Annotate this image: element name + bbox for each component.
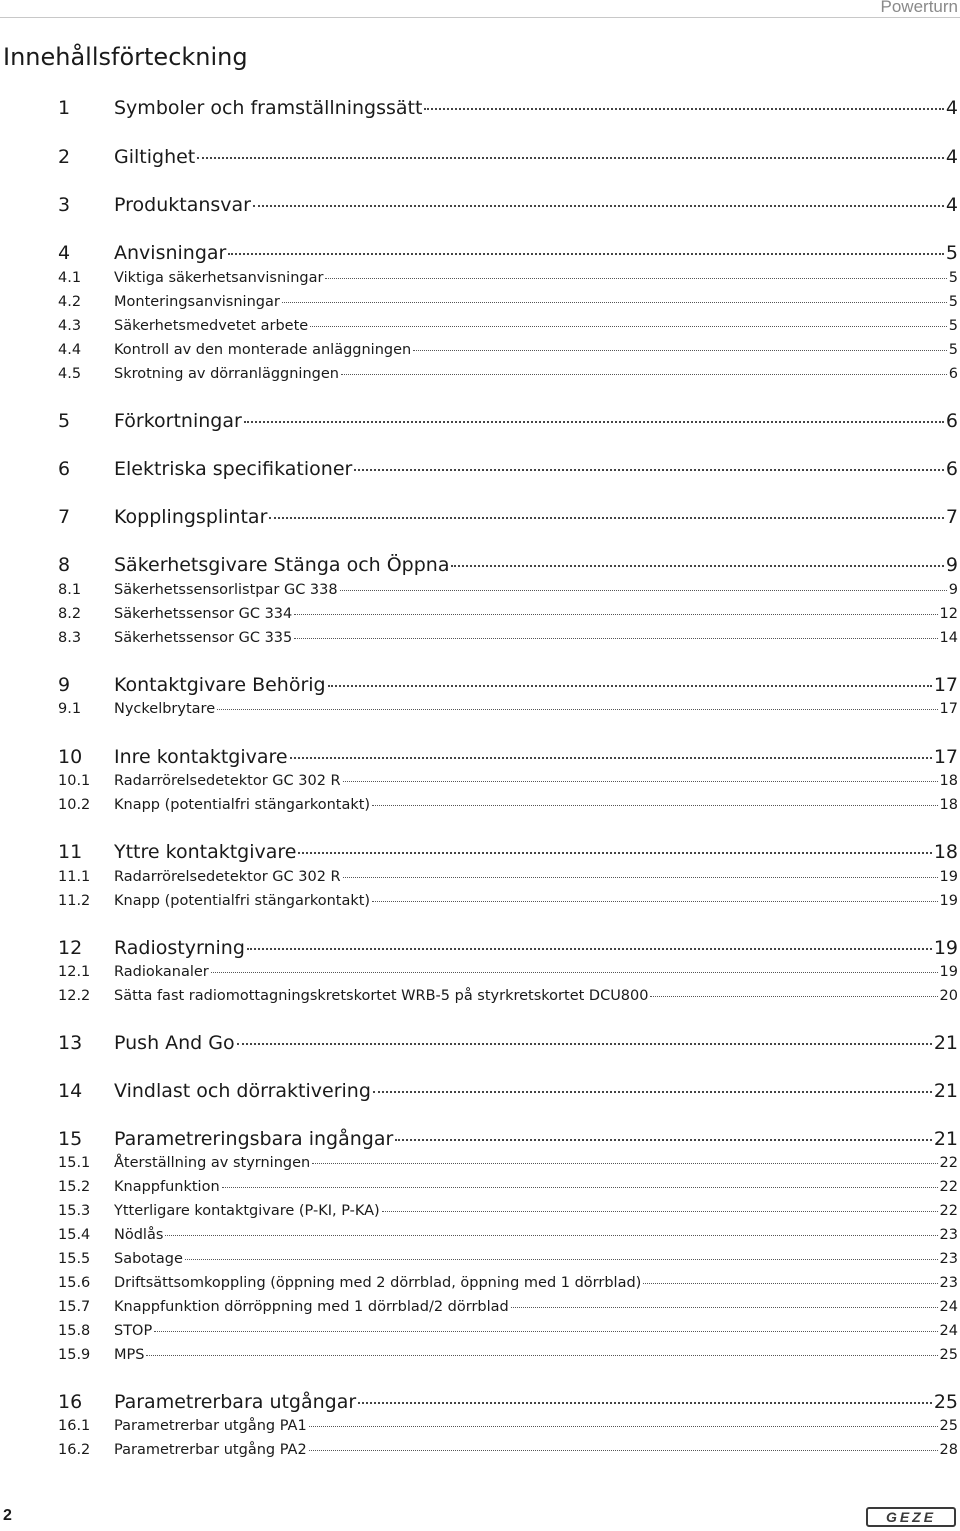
toc-entry-number: 15.9 — [58, 1347, 91, 1363]
toc-leader-dots — [217, 709, 937, 710]
toc-entry-number: 12.1 — [58, 964, 91, 980]
toc-leader-dots — [413, 350, 947, 351]
toc-entry-title: Monteringsanvisningar — [114, 294, 280, 310]
toc-entry-page: 9 — [948, 582, 958, 598]
toc-entry-number: 4.1 — [58, 270, 82, 286]
toc-leader-dots — [244, 421, 944, 423]
toc-leader-dots — [372, 805, 937, 806]
toc-entry-number: 15.5 — [58, 1251, 91, 1267]
toc-entry-number: 7 — [58, 506, 71, 528]
toc-entry-number: 8.3 — [58, 630, 82, 646]
toc-entry-title: Knappfunktion — [114, 1179, 220, 1195]
toc-entry-number: 12.2 — [58, 988, 91, 1004]
toc-leader-dots — [309, 1450, 938, 1451]
toc-entry-title: Förkortningar — [114, 410, 242, 432]
toc-leader-dots — [294, 614, 937, 615]
toc-entry-title: Nyckelbrytare — [114, 701, 216, 717]
toc-entry-number: 4.5 — [58, 366, 82, 382]
toc-entry-title: Parametrerbara utgångar — [114, 1391, 357, 1413]
toc-entry-page: 5 — [948, 270, 958, 286]
toc-leader-dots — [343, 781, 938, 782]
toc-entry-page: 21 — [933, 1128, 958, 1150]
toc-entry-title: Parametrerbar utgång PA2 — [114, 1442, 307, 1458]
toc-entry-number: 10.2 — [58, 797, 91, 813]
geze-logo — [866, 1507, 956, 1527]
toc-entry-title: Kontroll av den monterade anläggningen — [114, 342, 412, 358]
toc-entry-page: 23 — [939, 1251, 958, 1267]
toc-entry-number: 15.1 — [58, 1155, 91, 1171]
toc-entry-title: Parametreringsbara ingångar — [114, 1128, 394, 1150]
toc-entry-title: Elektriska specifikationer — [114, 458, 353, 480]
toc-entry-number: 16.2 — [58, 1442, 91, 1458]
toc-leader-dots — [358, 1402, 932, 1404]
toc-entry-page: 14 — [939, 630, 958, 646]
header-divider — [0, 17, 960, 18]
toc-leader-dots — [328, 685, 932, 687]
toc-entry-title: Anvisningar — [114, 242, 227, 264]
toc-entry-page: 4 — [945, 97, 958, 119]
toc-entry-number: 8.2 — [58, 606, 82, 622]
toc-entry-page: 5 — [948, 318, 958, 334]
toc-entry-title: Ytterligare kontaktgivare (P-KI, P-KA) — [114, 1203, 380, 1219]
toc-entry-number: 13 — [58, 1032, 83, 1054]
toc-entry-page: 17 — [933, 746, 958, 768]
toc-leader-dots — [282, 302, 947, 303]
toc-entry-title: Radiokanaler — [114, 964, 209, 980]
toc-entry-page: 25 — [939, 1418, 958, 1434]
toc-entry-title: Radarrörelsedetektor GC 302 R — [114, 773, 341, 789]
toc-entry-page: 18 — [939, 797, 958, 813]
toc-entry-title: Radiostyrning — [114, 937, 245, 959]
toc-leader-dots — [354, 469, 944, 471]
toc-entry-number: 4 — [58, 242, 71, 264]
toc-leader-dots — [382, 1211, 938, 1212]
toc-entry-page: 23 — [939, 1275, 958, 1291]
toc-leader-dots — [341, 374, 947, 375]
toc-entry-title: Parametrerbar utgång PA1 — [114, 1418, 307, 1434]
toc-entry-title: Vindlast och dörraktivering — [114, 1080, 371, 1102]
toc-entry-number: 10 — [58, 746, 83, 768]
toc-leader-dots — [253, 205, 944, 207]
page-title: Innehållsförteckning — [3, 43, 248, 71]
toc-entry-page: 28 — [939, 1442, 958, 1458]
toc-entry-page: 4 — [945, 146, 958, 168]
toc-leader-dots — [211, 972, 938, 973]
toc-leader-dots — [222, 1187, 938, 1188]
toc-entry-number: 16.1 — [58, 1418, 91, 1434]
toc-entry-page: 21 — [933, 1080, 958, 1102]
toc-entry-page: 9 — [945, 554, 958, 576]
toc-leader-dots — [309, 1426, 938, 1427]
toc-entry-number: 15.4 — [58, 1227, 91, 1243]
toc-entry-number: 11.1 — [58, 869, 91, 885]
toc-entry-title: Säkerhetssensor GC 335 — [114, 630, 293, 646]
toc-leader-dots — [154, 1331, 937, 1332]
toc-entry-number: 12 — [58, 937, 83, 959]
toc-entry-title: Kontaktgivare Behörig — [114, 674, 326, 696]
toc-entry-number: 6 — [58, 458, 71, 480]
toc-leader-dots — [237, 1043, 932, 1045]
toc-entry-page: 19 — [939, 893, 958, 909]
toc-entry-page: 7 — [945, 506, 958, 528]
toc-entry-page: 17 — [939, 701, 958, 717]
toc-leader-dots — [643, 1283, 937, 1284]
toc-leader-dots — [298, 852, 931, 854]
toc-entry-title: Push And Go — [114, 1032, 235, 1054]
toc-leader-dots — [290, 757, 932, 759]
toc-entry-number: 15.2 — [58, 1179, 91, 1195]
toc-entry-title: STOP — [114, 1323, 153, 1339]
toc-entry-page: 5 — [948, 342, 958, 358]
toc-entry-title: Yttre kontaktgivare — [114, 841, 297, 863]
toc-entry-title: Knapp (potentialfri stängarkontakt) — [114, 797, 371, 813]
toc-entry-title: Säkerhetsgivare Stänga och Öppna — [114, 554, 450, 576]
toc-entry-number: 15.7 — [58, 1299, 91, 1315]
toc-leader-dots — [247, 948, 932, 950]
toc-leader-dots — [312, 1163, 937, 1164]
toc-entry-title: Symboler och framställningssätt — [114, 97, 423, 119]
toc-leader-dots — [165, 1235, 937, 1236]
header-brand: Powerturn — [880, 0, 958, 16]
toc-entry-page: 21 — [933, 1032, 958, 1054]
toc-entry-number: 15.3 — [58, 1203, 91, 1219]
page-number: 2 — [3, 1507, 12, 1524]
toc-entry-number: 16 — [58, 1391, 83, 1413]
toc-entry-title: Kopplingsplintar — [114, 506, 268, 528]
toc-entry-page: 5 — [948, 294, 958, 310]
toc-entry-title: Säkerhetssensorlistpar GC 338 — [114, 582, 338, 598]
toc-entry-title: Skrotning av dörranläggningen — [114, 366, 339, 382]
toc-leader-dots — [372, 901, 937, 902]
toc-entry-title: Sabotage — [114, 1251, 183, 1267]
toc-entry-title: Sätta fast radiomottagningskretskortet WRB-5 på styrkretskortet DCU800 — [114, 988, 649, 1004]
toc-entry-title: MPS — [114, 1347, 145, 1363]
toc-entry-number: 1 — [58, 97, 71, 119]
toc-leader-dots — [511, 1307, 938, 1308]
toc-entry-page: 22 — [939, 1203, 958, 1219]
toc-entry-number: 4.3 — [58, 318, 82, 334]
toc-entry-page: 19 — [939, 964, 958, 980]
toc-entry-page: 22 — [939, 1179, 958, 1195]
toc-leader-dots — [185, 1259, 938, 1260]
toc-entry-page: 25 — [939, 1347, 958, 1363]
toc-entry-number: 9.1 — [58, 701, 82, 717]
toc-entry-page: 6 — [945, 410, 958, 432]
toc-entry-title: Knappfunktion dörröppning med 1 dörrblad/2 dörrblad — [114, 1299, 509, 1315]
toc-entry-page: 4 — [945, 194, 958, 216]
toc-entry-page: 24 — [939, 1299, 958, 1315]
toc-entry-page: 12 — [939, 606, 958, 622]
toc-entry-page: 23 — [939, 1227, 958, 1243]
toc-entry-page: 22 — [939, 1155, 958, 1171]
toc-entry-title: Säkerhetssensor GC 334 — [114, 606, 293, 622]
toc-entry-page: 5 — [945, 242, 958, 264]
toc-entry-page: 6 — [948, 366, 958, 382]
toc-entry-number: 15.6 — [58, 1275, 91, 1291]
toc-entry-number: 11 — [58, 841, 83, 863]
toc-entry-page: 6 — [945, 458, 958, 480]
toc-entry-number: 11.2 — [58, 893, 91, 909]
toc-leader-dots — [146, 1355, 937, 1356]
toc-entry-title: Nödlås — [114, 1227, 164, 1243]
toc-entry-title: Radarrörelsedetektor GC 302 R — [114, 869, 341, 885]
toc-entry-number: 15.8 — [58, 1323, 91, 1339]
toc-entry-title: Viktiga säkerhetsanvisningar — [114, 270, 324, 286]
toc-entry-number: 14 — [58, 1080, 83, 1102]
toc-entry-number: 4.2 — [58, 294, 82, 310]
toc-entry-title: Produktansvar — [114, 194, 251, 216]
toc-entry-page: 25 — [933, 1391, 958, 1413]
toc-entry-page: 17 — [933, 674, 958, 696]
toc-entry-page: 19 — [933, 937, 958, 959]
toc-entry-number: 2 — [58, 146, 71, 168]
toc-leader-dots — [228, 253, 944, 255]
toc-entry-number: 9 — [58, 674, 71, 696]
toc-entry-page: 20 — [939, 988, 958, 1004]
toc-entry-page: 18 — [933, 841, 958, 863]
toc-leader-dots — [395, 1139, 932, 1141]
toc-entry-title: Återställning av styrningen — [114, 1155, 311, 1171]
toc-entry-number: 10.1 — [58, 773, 91, 789]
toc-leader-dots — [294, 638, 937, 639]
toc-entry-page: 18 — [939, 773, 958, 789]
toc-entry-page: 19 — [939, 869, 958, 885]
toc-entry-number: 4.4 — [58, 342, 82, 358]
toc-entry-title: Giltighet — [114, 146, 196, 168]
toc-leader-dots — [424, 108, 943, 110]
toc-leader-dots — [451, 565, 943, 567]
toc-entry-title: Säkerhetsmedvetet arbete — [114, 318, 309, 334]
toc-entry-title: Knapp (potentialfri stängarkontakt) — [114, 893, 371, 909]
toc-leader-dots — [373, 1091, 932, 1093]
toc-entry-number: 8.1 — [58, 582, 82, 598]
toc-leader-dots — [650, 996, 937, 997]
toc-entry-number: 3 — [58, 194, 71, 216]
toc-leader-dots — [310, 326, 947, 327]
logo-text: GEZE — [885, 1509, 937, 1525]
toc-entry-number: 15 — [58, 1128, 83, 1150]
toc-leader-dots — [197, 157, 944, 159]
toc-entry-title: Driftsättsomkoppling (öppning med 2 dörrblad, öppning med 1 dörrblad) — [114, 1275, 642, 1291]
toc-leader-dots — [269, 517, 944, 519]
toc-entry-title: Inre kontaktgivare — [114, 746, 288, 768]
toc-leader-dots — [325, 278, 946, 279]
toc-leader-dots — [343, 877, 938, 878]
toc-entry-page: 24 — [939, 1323, 958, 1339]
toc-entry-number: 5 — [58, 410, 71, 432]
toc-leader-dots — [340, 590, 947, 591]
toc-entry-number: 8 — [58, 554, 71, 576]
